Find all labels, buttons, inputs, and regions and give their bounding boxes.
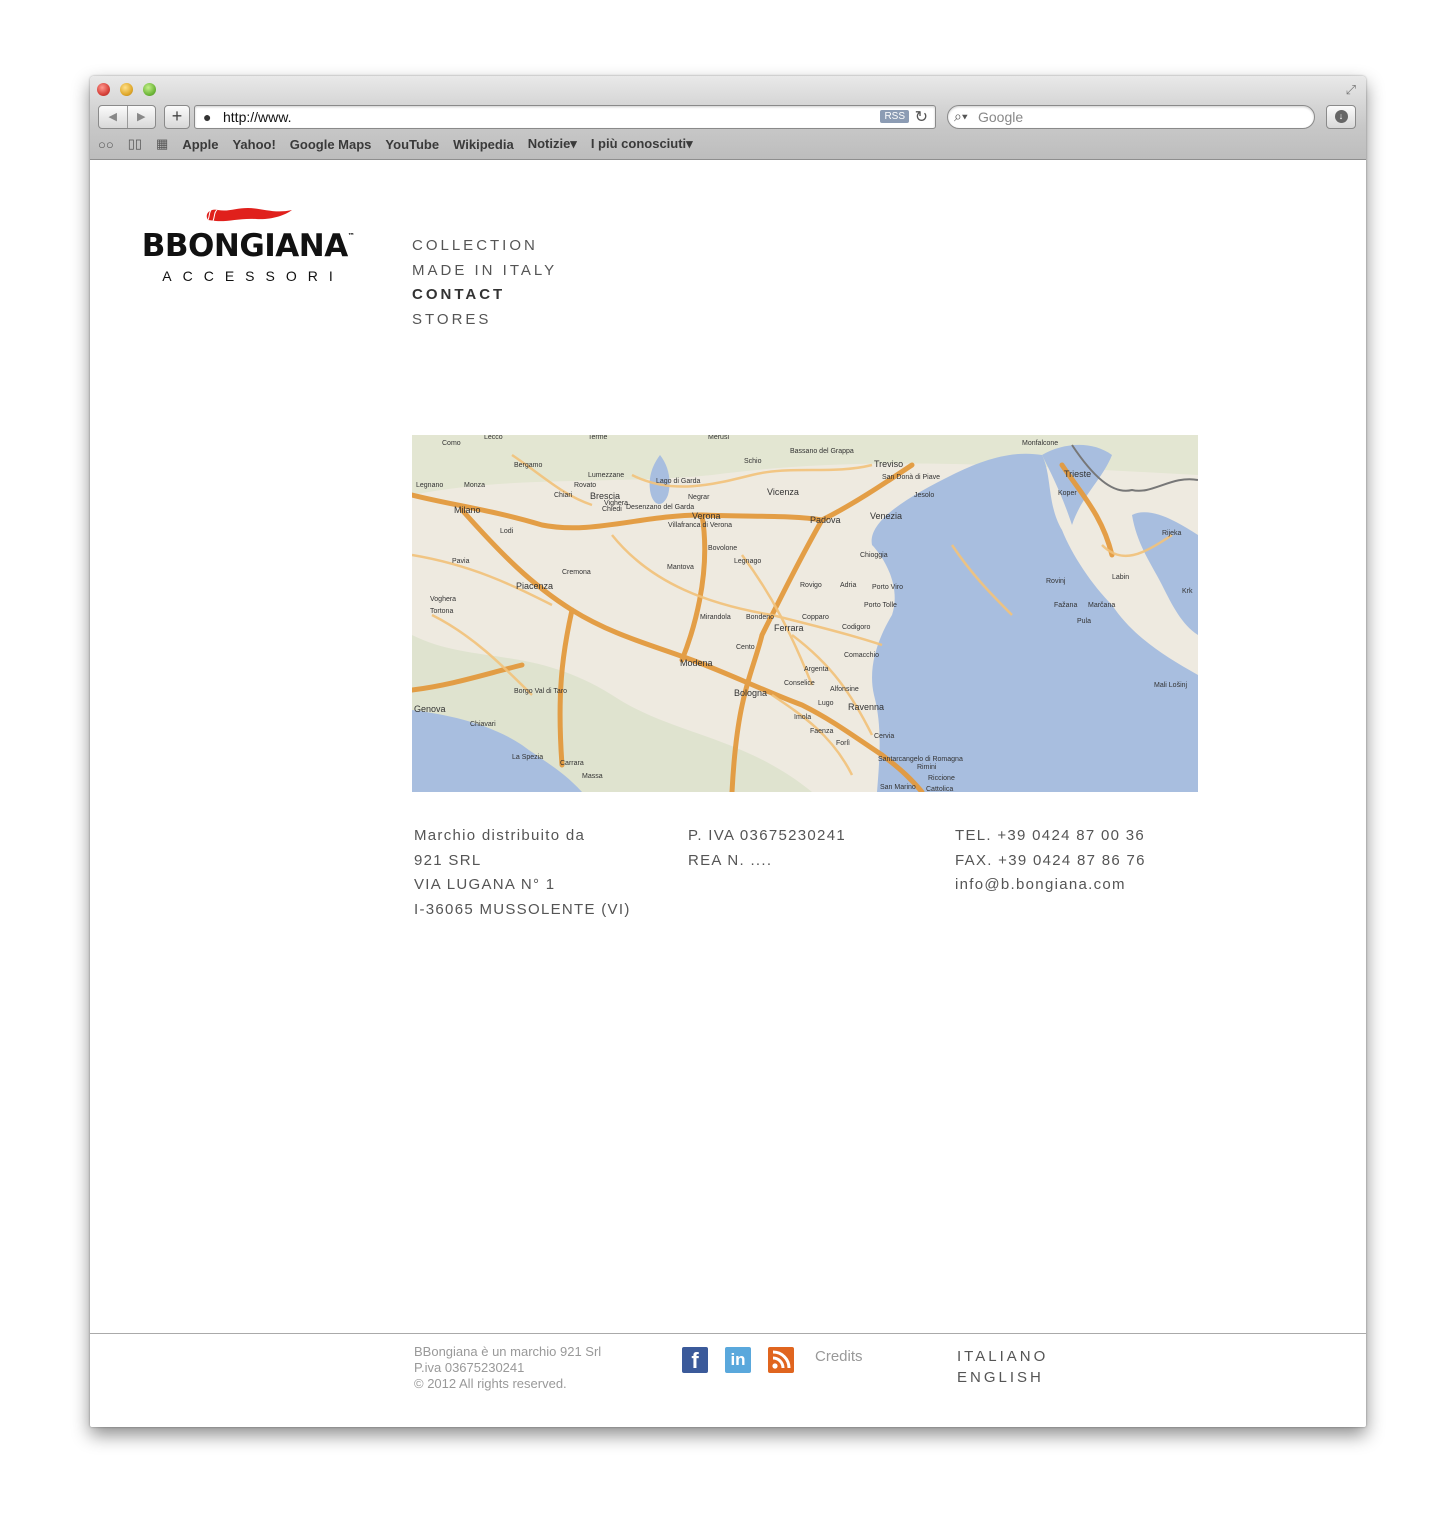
- map-label: Chioggia: [860, 552, 888, 559]
- map-label: Jesolo: [914, 492, 935, 499]
- map-label: Koper: [1058, 490, 1077, 497]
- map-label: Rijeka: [1162, 530, 1182, 537]
- map-label: Brescia: [590, 491, 621, 501]
- bookmarks-book-icon[interactable]: ▯▯: [127, 136, 143, 151]
- search-placeholder: Google: [978, 109, 1024, 125]
- map-label: San Marino: [880, 784, 916, 791]
- map-label: Lecco: [484, 435, 503, 441]
- map-label: Chiedi: [602, 506, 622, 513]
- map-label: Merusi: [708, 435, 730, 441]
- map-label: Bologna: [734, 688, 768, 698]
- map-label: Vighera: [604, 500, 629, 507]
- map-label: Monfalcone: [1022, 440, 1059, 447]
- rss-glyph: [768, 1347, 794, 1373]
- map-label: Labin: [1112, 574, 1130, 581]
- company-address: [414, 824, 631, 922]
- map-label: Bergamo: [514, 462, 543, 469]
- map-label: Bondeno: [746, 614, 775, 621]
- bookmark-item[interactable]: Apple: [182, 136, 219, 152]
- footer-line: P.iva 03675230241: [414, 1360, 525, 1375]
- map-label: Argenta: [804, 666, 829, 673]
- map-label: Legnano: [416, 482, 444, 489]
- map-label: Codigoro: [842, 624, 871, 631]
- map-label: Negrar: [688, 494, 710, 501]
- footer-line: BBongiana è un marchio 921 Srl: [414, 1344, 602, 1359]
- address-bar[interactable]: [194, 105, 936, 129]
- fax: FAX. +39 0424 87 86 76: [955, 851, 1146, 869]
- map-label: Modena: [680, 658, 713, 668]
- reading-list-icon[interactable]: ○○: [98, 136, 114, 152]
- rea-number: REA N. ....: [688, 851, 773, 869]
- map-label: La Spezia: [512, 754, 544, 761]
- map-label: Villafranca di Verona: [668, 522, 733, 529]
- map-label: Fažana: [1054, 602, 1078, 609]
- footer-copyright: [414, 1344, 601, 1392]
- map-label: Adria: [840, 582, 857, 589]
- rss-feed-icon[interactable]: [768, 1347, 794, 1373]
- map-canvas[interactable]: [412, 435, 1198, 792]
- map-label: Massa: [582, 773, 603, 780]
- map-label: Chiavari: [470, 721, 496, 728]
- footer-line: © 2012 All rights reserved.: [414, 1376, 567, 1391]
- map-label: Pula: [1077, 618, 1092, 625]
- map-label: Cervia: [874, 733, 895, 740]
- facebook-icon[interactable]: f: [682, 1347, 708, 1373]
- map-label: Tortona: [430, 608, 454, 615]
- phone-info: [955, 824, 1146, 898]
- browser-window: [90, 76, 1366, 1427]
- map-label: Imola: [794, 714, 812, 721]
- address-line: 921 SRL: [414, 851, 482, 869]
- map-label: Milano: [454, 505, 481, 515]
- map-label: Conselice: [784, 680, 815, 687]
- map-label: Krk: [1182, 588, 1193, 595]
- bookmark-item[interactable]: YouTube: [385, 136, 440, 152]
- map-label: Treviso: [874, 459, 904, 469]
- bookmark-item[interactable]: Yahoo!: [232, 136, 276, 152]
- nav-item-collection[interactable]: COLLECTION: [412, 237, 538, 254]
- bookmarks-bar: [98, 135, 693, 153]
- map-label: Lugo: [818, 700, 834, 707]
- map-label: Trieste: [1064, 469, 1092, 479]
- map-label: Venezia: [870, 511, 903, 521]
- forward-button[interactable]: ▶: [137, 111, 146, 123]
- map-label: Rovato: [574, 482, 597, 489]
- telephone: TEL. +39 0424 87 00 36: [955, 827, 1145, 844]
- url-text[interactable]: http://www.: [223, 109, 292, 125]
- close-window-button[interactable]: [97, 83, 110, 96]
- download-icon: ↓: [1335, 110, 1348, 123]
- map-label: Lumezzane: [588, 472, 625, 479]
- map-label: Genova: [414, 704, 446, 714]
- brand-swoosh-icon: [200, 204, 296, 226]
- bookmark-menu-notizie[interactable]: Notizie▾: [527, 136, 577, 151]
- brand-name: [138, 228, 358, 264]
- map-label: Terme: [588, 435, 608, 441]
- map-label: Porto Viro: [872, 584, 903, 591]
- bookmark-menu-popular[interactable]: I più conosciuti▾: [590, 136, 693, 151]
- map-label: Pavia: [452, 558, 470, 565]
- bookmark-item[interactable]: Wikipedia: [453, 136, 514, 152]
- map-label: Lodi: [500, 528, 514, 535]
- credits-link[interactable]: Credits: [815, 1348, 863, 1365]
- map-label: Rimini: [917, 764, 937, 771]
- map-label: Legnago: [734, 558, 762, 565]
- back-button[interactable]: ◀: [99, 106, 128, 128]
- map-label: Cremona: [562, 569, 591, 576]
- map-label: Mali Lošinj: [1154, 682, 1188, 689]
- zoom-window-button[interactable]: [143, 83, 156, 96]
- search-field[interactable]: [947, 105, 1315, 129]
- add-bookmark-button[interactable]: +: [164, 105, 190, 129]
- address-line: VIA LUGANA N° 1: [414, 876, 556, 893]
- map-label: Bovolone: [708, 545, 738, 552]
- map-label: Santarcangelo di Romagna: [878, 756, 963, 763]
- map-label: Mirandola: [700, 614, 731, 621]
- map-label: Chiari: [554, 492, 573, 499]
- minimize-window-button[interactable]: [120, 83, 133, 96]
- brand-logo[interactable]: [138, 204, 358, 284]
- footer-divider: [90, 1333, 1366, 1334]
- language-english[interactable]: ENGLISH: [957, 1369, 1044, 1386]
- site-favicon-icon: ●: [203, 109, 212, 125]
- reload-icon[interactable]: ↻: [914, 109, 928, 126]
- main-navigation: [412, 234, 557, 332]
- map-label: Voghera: [430, 596, 457, 603]
- downloads-button[interactable]: [1326, 105, 1356, 129]
- map-label: Faenza: [810, 728, 834, 735]
- map-label: Piacenza: [516, 581, 554, 591]
- map-label: Alfonsine: [830, 686, 859, 693]
- browser-toolbar: [90, 76, 1366, 160]
- map-label: Ravenna: [848, 702, 885, 712]
- address-line: Marchio distribuito da: [414, 827, 586, 844]
- map-label: Rovinj: [1046, 578, 1066, 585]
- map-label: Vicenza: [767, 487, 799, 497]
- map-label: Carrara: [560, 760, 584, 767]
- language-italiano[interactable]: ITALIANO: [957, 1348, 1049, 1365]
- address-line: I-36065 MUSSOLENTE (VI): [414, 900, 631, 918]
- map-label: Riccione: [928, 775, 955, 782]
- map-label: Como: [442, 440, 461, 447]
- language-switcher: [957, 1346, 1048, 1388]
- history-buttons: [98, 105, 156, 129]
- map-label: Mantova: [667, 564, 694, 571]
- map-label: Forlì: [836, 740, 850, 747]
- location-map[interactable]: [412, 435, 1198, 792]
- nav-item-made-in-italy[interactable]: MADE IN ITALY: [412, 261, 558, 279]
- map-label: Comacchio: [844, 652, 880, 659]
- map-label: Cattolica: [926, 786, 954, 792]
- map-label: Verona: [692, 511, 721, 521]
- fiscal-info: [688, 824, 846, 873]
- map-label: Rovigo: [800, 582, 822, 589]
- map-label: Porto Tolle: [864, 602, 897, 609]
- map-label: Monza: [464, 482, 486, 489]
- map-label: San Donà di Piave: [882, 474, 940, 481]
- top-sites-grid-icon[interactable]: ▦: [156, 136, 169, 151]
- vat-number: P. IVA 03675230241: [688, 827, 846, 844]
- map-label: Copparo: [802, 614, 829, 621]
- map-label: Borgo Val di Taro: [514, 688, 568, 695]
- nav-item-contact[interactable]: CONTACT: [412, 286, 506, 303]
- trademark-mark: ™: [347, 232, 355, 240]
- map-label: Marčana: [1088, 602, 1116, 609]
- brand-name-text: BBONGIANA: [141, 228, 348, 264]
- map-label: Cento: [736, 644, 755, 651]
- map-label: Lago di Garda: [656, 478, 701, 485]
- nav-item-stores[interactable]: STORES: [412, 310, 492, 328]
- brand-subtitle: ACCESSORI: [162, 268, 344, 284]
- fullscreen-icon[interactable]: ⤢: [1345, 82, 1356, 97]
- linkedin-icon[interactable]: in: [725, 1347, 751, 1373]
- map-label: Schio: [744, 458, 762, 465]
- email-link[interactable]: info@b.bongiana.com: [955, 876, 1126, 893]
- map-label: Padova: [810, 515, 841, 525]
- map-label: Ferrara: [774, 623, 804, 633]
- rss-badge[interactable]: RSS: [880, 110, 909, 123]
- search-icon[interactable]: ⌕▾: [954, 108, 968, 124]
- bookmark-item[interactable]: Google Maps: [289, 136, 372, 152]
- map-label: Bassano del Grappa: [790, 448, 854, 455]
- map-label: Desenzano del Garda: [626, 504, 695, 511]
